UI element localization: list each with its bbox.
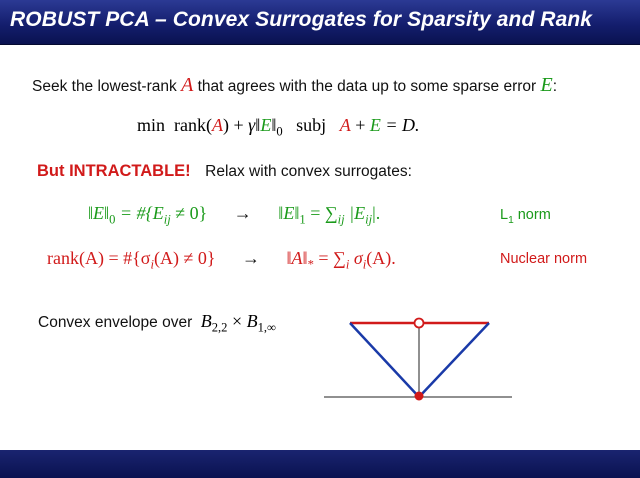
norm-close: ‖ <box>271 115 277 135</box>
times-sign: × <box>227 311 247 331</box>
b1inf-symbol: B <box>246 311 258 331</box>
l1-abs-ij: ij <box>365 212 373 227</box>
filled-point-bottom <box>415 392 424 401</box>
l0-end: ≠ 0} <box>170 203 208 223</box>
nuclear-sum: = ∑ <box>313 248 346 268</box>
b22-sub: 2,2 <box>211 320 228 335</box>
nuclear-norm: ‖A‖ <box>286 248 308 268</box>
norm-zero: 0 <box>276 124 283 139</box>
l0-sub: 0 <box>109 212 116 227</box>
nuclear-end: (A). <box>366 248 396 268</box>
nuclear-sigma-i: i <box>362 257 367 272</box>
l1-sub: 1 <box>299 212 306 227</box>
nuclear-norm-label: Nuclear norm <box>500 251 588 267</box>
constraint-a: A <box>339 115 351 135</box>
min-operator: min <box>137 115 166 135</box>
rank-count: rank(A) = #{σ <box>47 248 151 268</box>
intro-text-middle: that agrees with the data up to some sparse error <box>197 78 537 95</box>
rank-close: ) <box>223 115 229 135</box>
l1-close: |. <box>372 203 381 223</box>
l1-sum-ij: ij <box>337 212 345 227</box>
open-point-top <box>415 319 424 328</box>
constraint-e: E <box>369 115 381 135</box>
variable-e: E <box>540 74 553 96</box>
l1-sum: = ∑ <box>305 203 338 223</box>
b1inf-sub: 1,∞ <box>257 320 277 335</box>
l1-arrow: → <box>233 203 252 223</box>
l0-ij: ij <box>163 212 171 227</box>
l1-norm: ‖E‖ <box>278 203 300 223</box>
slide-footer <box>0 450 640 478</box>
l1-abs: |E <box>344 203 366 223</box>
nuclear-sum-i: i <box>345 257 350 272</box>
nuclear-arrow: → <box>241 248 260 268</box>
variable-a: A <box>181 74 194 96</box>
subject-to: subj <box>296 115 327 135</box>
sigma-i: i <box>150 257 154 272</box>
nuclear-star: * <box>307 257 314 272</box>
rank-operator: rank( <box>174 115 212 135</box>
l1-label-sub: 1 <box>508 214 514 226</box>
intro-text-after: : <box>552 78 558 95</box>
constraint-plus: + <box>355 115 366 135</box>
relax-text: Relax with convex surrogates: <box>205 163 412 180</box>
constraint-equals-d: = D. <box>385 115 420 135</box>
l0-norm: ‖E‖ <box>88 203 110 223</box>
l1-label-rest: norm <box>513 207 551 223</box>
l0-count: = #{E <box>115 203 164 223</box>
objective-e: E <box>260 115 272 135</box>
nuclear-sigma: σ <box>349 248 363 268</box>
rank-count-end: (A) ≠ 0} <box>153 248 216 268</box>
objective-a: A <box>212 115 223 135</box>
envelope-text: Convex envelope over <box>38 314 193 331</box>
slide-title: ROBUST PCA – Convex Surrogates for Sparsity and Rank <box>10 8 593 31</box>
intro-text-before: Seek the lowest-rank <box>32 78 177 95</box>
gamma-norm: γ‖ <box>248 115 261 135</box>
l1-label-l: L <box>500 207 509 223</box>
b22-symbol: B <box>200 311 212 331</box>
intractable-label: But INTRACTABLE! <box>37 162 191 180</box>
plus-sign: + <box>233 115 244 135</box>
